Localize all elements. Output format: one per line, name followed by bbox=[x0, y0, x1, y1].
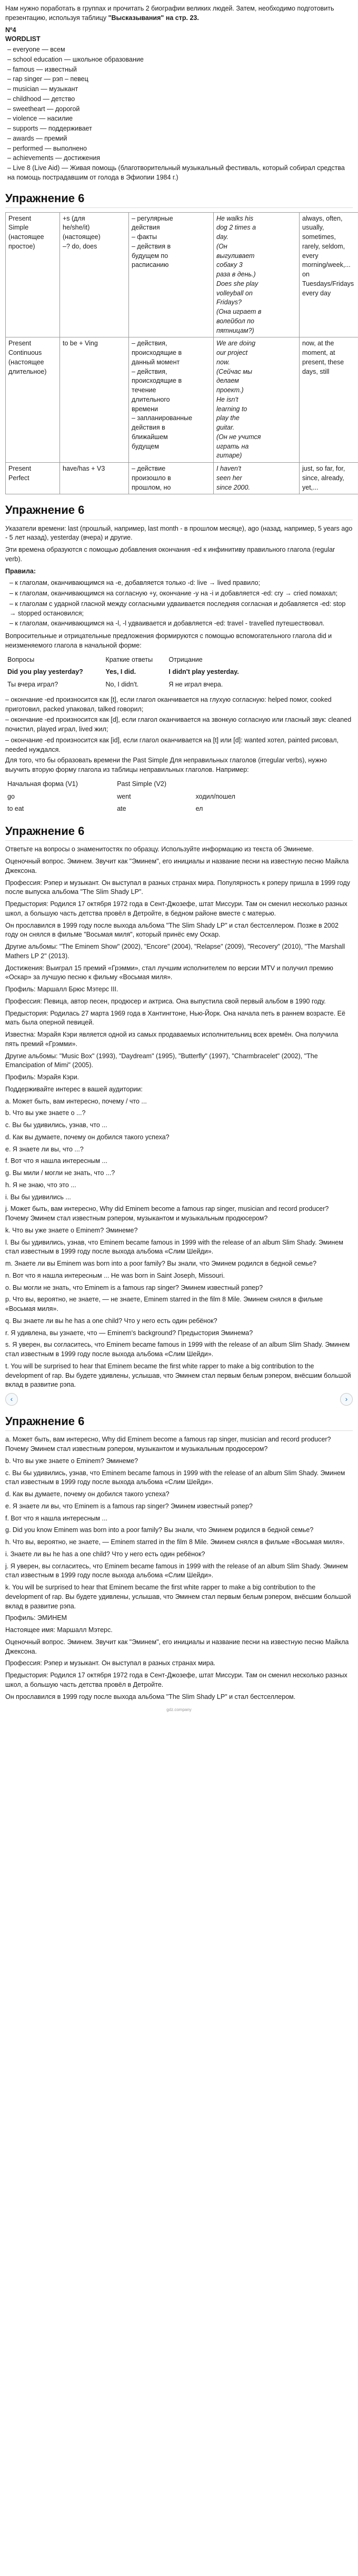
cell-line: day. bbox=[216, 233, 228, 241]
qa-line: Предыстория: Родился 17 октября 1972 года в Сент-Джозефе, штат Миссури. Там он сменил несколько разных школ, а большую часть детства провёл в Детройте. bbox=[5, 1672, 347, 1688]
cell-line: every bbox=[302, 252, 319, 260]
irr-header: Начальная форма (V1) bbox=[7, 780, 78, 788]
irr-cell: ходил/пошел bbox=[195, 792, 235, 800]
tenses-cell bbox=[300, 463, 358, 494]
intro-page-ref: на стр. 23. bbox=[165, 14, 199, 22]
past-simple-section bbox=[5, 524, 353, 816]
cell-line: расписанию bbox=[132, 261, 169, 269]
cell-line: (Она играет в bbox=[216, 308, 262, 316]
cell-line: времени bbox=[132, 405, 158, 413]
qa-line: d. Как вы думаете, почему он добился такого успеха? bbox=[5, 1133, 170, 1141]
qa-line: r. Я удивлена, вы узнаете, что — Eminem's background? Предыстория Эминема? bbox=[5, 1329, 253, 1337]
biography-line: Ответьте на вопросы о знаменитостях по образцу. Используйте информацию из текста об Эминеме. bbox=[5, 846, 314, 853]
q-cell: Ты вчера играл? bbox=[7, 681, 58, 689]
cell-line: volleyball on bbox=[216, 289, 253, 297]
cell-line: Simple bbox=[8, 224, 29, 232]
biography-line: Профессия: Певица, автор песен, продюсер и актриса. Она выпустила свой первый альбом в 1990 году. bbox=[5, 997, 326, 1005]
cell-line: – действия, bbox=[132, 367, 167, 375]
q-cell: No, I didn't. bbox=[105, 681, 139, 689]
qa-line: s. Я уверен, вы согласитесь, что Eminem became famous in 1999 with the release of an album Slim Shady. Эминем стал известным в 1999 году после выхода альбома «Слим Шейди». bbox=[5, 1341, 350, 1358]
exercise-title: Упражнение 6 bbox=[5, 1413, 353, 1431]
formation-rule: Эти времена образуются с помощью добавления окончания -ed к инфинитиву правильного глагола (regular verb). bbox=[5, 546, 335, 563]
wordlist-item: – school education — школьное образование bbox=[7, 55, 144, 63]
cell-line: He walks his bbox=[216, 214, 254, 222]
qa-line: b. Что вы уже знаете о ...? bbox=[5, 1109, 86, 1117]
tenses-table bbox=[5, 212, 358, 495]
qa-line: h. Я не знаю, что это ... bbox=[5, 1181, 76, 1189]
wordlist-title: WORDLIST bbox=[5, 35, 41, 43]
prev-page-button[interactable] bbox=[5, 1393, 18, 1406]
exercise-title: Упражнение 6 bbox=[5, 823, 353, 841]
cell-line: –? do, does bbox=[63, 242, 97, 250]
irr-cell: go bbox=[7, 792, 15, 800]
irr-cell: to eat bbox=[7, 805, 24, 813]
qa-line: o. Вы могли не знать, что Eminem is a famous rap singer? Эминем известный рэпер? bbox=[5, 1284, 263, 1291]
tenses-cell bbox=[214, 463, 300, 494]
qa-line: f. Вот что я нашла интересным ... bbox=[5, 1514, 107, 1522]
chevron-left-icon: ‹ bbox=[10, 1395, 13, 1404]
wordlist-item: – rap singer — рэп – певец bbox=[7, 75, 88, 83]
cell-line: Present bbox=[8, 214, 32, 222]
cell-line: Continuous bbox=[8, 349, 42, 357]
qa-line: Поддерживайте интерес в вашей аудитории: bbox=[5, 1085, 143, 1093]
cell-line: играть на bbox=[216, 442, 249, 450]
exercise-title: Упражнение 6 bbox=[5, 190, 353, 208]
rule-item: – к глаголам, оканчивающимся на -l, -l удваивается и добавляется -ed: travel - travelled путешествовал. bbox=[9, 620, 325, 628]
cell-line: раза в день.) bbox=[216, 271, 256, 279]
biography-line: Достижения: Выиграл 15 премий «Грэмми», стал лучшим исполнителем по версии MTV и получил премию «Оскар» за лучшую песню к фильму «Восьмая миля». bbox=[5, 964, 333, 981]
next-page-button[interactable] bbox=[340, 1393, 353, 1406]
cell-line: происходящие в bbox=[132, 349, 182, 357]
cell-line: morning/week,... bbox=[302, 261, 351, 269]
q-cell: Yes, I did. bbox=[105, 668, 136, 676]
qa-line: h. Что вы, вероятно, не знаете, — Eminem starred in the film 8 Mile. Эминем снялся в фильме «Восьмая миля». bbox=[5, 1538, 345, 1546]
cell-line: длительное) bbox=[8, 367, 47, 375]
cell-line: делаем bbox=[216, 377, 239, 385]
qa-line: m. Знаете ли вы Eminem was born into a poor family? Вы знали, что Эминем родился в бедной семье? bbox=[5, 1260, 317, 1268]
cell-line: действия bbox=[132, 224, 160, 232]
qa-line: f. Вот что я нашла интересным ... bbox=[5, 1157, 107, 1165]
irr-header: Past Simple (V2) bbox=[117, 780, 166, 788]
qa-line: j. Я уверен, вы согласитесь, что Eminem became famous in 1999 with the release of an album Slim Shady. Эминем стал известным в 1999 году после выхода альбома «Слим Шейди». bbox=[5, 1562, 348, 1579]
cell-line: dog 2 times a bbox=[216, 224, 256, 232]
tenses-cell bbox=[300, 337, 358, 463]
intro-table-title: "Высказывания" bbox=[108, 14, 164, 22]
cell-line: moment, at bbox=[302, 349, 335, 357]
intro-text: Нам нужно поработать в группах и прочитать 2 биографии великих людей. Затем, необходимо подготовить презентацию, используя таблицу bbox=[5, 5, 334, 22]
qa-line: k. You will be surprised to hear that Eminem became the first white rapper to make a big contribution to the development of rap. Вы будете удивлены, услышав, что Эминем стал первым белым рэпером, внёсшим большой вклад в развитие рэпа. bbox=[5, 1584, 351, 1610]
qa-line: t. You will be surprised to hear that Eminem became the first white rapper to make a big contribution to the development of rap. Вы будете удивлены, услышав, что Эминем стал первым белым рэпером, внёсшим большой вклад в развитие рэпа. bbox=[5, 1362, 351, 1389]
qa-line: a. Может быть, вам интересно, почему / что ... bbox=[5, 1097, 147, 1105]
cell-line: present, these bbox=[302, 358, 344, 366]
wordlist-item: – musician — музыкант bbox=[7, 85, 78, 93]
pronunciation-item: – окончание -ed произносится как [t], если глагол оканчивается на глухую согласную: helped помог, cooked приготовил, packed упаковал, talked говорил; bbox=[5, 695, 332, 713]
wordlist-item: – sweetheart — дорогой bbox=[7, 105, 80, 113]
question-intro: Вопросительные и отрицательные предложения формируются с помощью вспомогательного глагола did и неизменяемого глагола в начальной форме: bbox=[5, 632, 332, 649]
biography-eminem bbox=[5, 845, 353, 994]
cell-line: проект.) bbox=[216, 386, 244, 394]
cell-line: seen her bbox=[216, 474, 242, 482]
cell-line: (настоящее) bbox=[63, 233, 101, 241]
cell-line: always, often, bbox=[302, 214, 343, 222]
q-header: Краткие ответы bbox=[105, 655, 153, 663]
biography-line: Оценочный вопрос. Эминем. Звучит как "Эминем", его инициалы и название песни на известную песню Майкла Джексона. bbox=[5, 858, 349, 874]
tenses-cell bbox=[60, 463, 129, 494]
biography-line: Предыстория: Родился 17 октября 1972 года в Сент-Джозефе, штат Миссури. Там он сменил несколько разных школ, а большую часть детства провёл в Детройте, в бедном районе вместе с матерью. bbox=[5, 900, 347, 917]
qa-line: Он прославился в 1999 году после выхода альбома "The Slim Shady LP" и стал бестселлером. bbox=[5, 1693, 296, 1700]
tenses-cell bbox=[60, 212, 129, 337]
cell-line: – действие bbox=[132, 465, 166, 473]
q-cell: Я не играл вчера. bbox=[168, 681, 223, 689]
tenses-cell bbox=[214, 212, 300, 337]
tenses-cell bbox=[60, 337, 129, 463]
cell-line: now, at the bbox=[302, 340, 334, 347]
wordlist-item: – achievements — достижения bbox=[7, 154, 101, 162]
cell-line: (Сейчас мы bbox=[216, 367, 253, 375]
cell-line: usually, bbox=[302, 224, 324, 232]
audience-questions bbox=[5, 1085, 353, 1390]
q-cell: Did you play yesterday? bbox=[7, 668, 83, 676]
cell-line: длительного bbox=[132, 395, 170, 403]
cell-line: данный момент bbox=[132, 358, 180, 366]
tenses-cell bbox=[6, 337, 60, 463]
cell-line: now. bbox=[216, 358, 230, 366]
biography-line: Другие альбомы: "Music Box" (1993), "Daydream" (1995), "Butterfly" (1997), "Charmbracelet" (2002), "The Emancipation of Mimi" (2005). bbox=[5, 1052, 318, 1069]
biography-line: Известна: Мэрайя Кэри является одной из самых продаваемых исполнительниц всех времён. Она получила пять премий «Грэмми». bbox=[5, 1031, 339, 1048]
cell-line: He isn't bbox=[216, 395, 238, 403]
cell-line: guitar. bbox=[216, 424, 235, 432]
wordlist-item: – supports — поддерживает bbox=[7, 125, 92, 132]
pronunciation-item: – окончание -ed произносится как [id], если глагол оканчивается на [t] или [d]: wanted хотел, painted рисовал, needed нуждался. bbox=[5, 736, 339, 753]
tenses-cell bbox=[214, 337, 300, 463]
qa-line: g. Вы мили / могли не знать, что ...? bbox=[5, 1169, 115, 1177]
cell-line: – действия, bbox=[132, 340, 167, 347]
cell-line: выгуливает bbox=[216, 252, 255, 260]
tenses-cell bbox=[129, 337, 214, 463]
cell-line: простое) bbox=[8, 242, 35, 250]
qa-line: l. Вы бы удивились, узнав, что Eminem became famous in 1999 with the release of an album Slim Shady. Эминем стал известным в 1999 году после выхода альбома «Слим Шейди». bbox=[5, 1238, 343, 1256]
cell-line: since 2000. bbox=[216, 483, 250, 491]
tenses-cell bbox=[129, 463, 214, 494]
cell-line: to be + Ving bbox=[63, 340, 98, 347]
irregular-table bbox=[5, 778, 258, 815]
pronunciation-item: – окончание -ed произносится как [d], если глагол оканчивается на звонкую согласную или гласный звук: cleaned почистил, played играл, lived жил; bbox=[5, 716, 352, 733]
cell-line: течение bbox=[132, 386, 156, 394]
cell-line: произошло в bbox=[132, 474, 171, 482]
irr-cell: ate bbox=[117, 805, 126, 813]
tenses-row bbox=[6, 337, 358, 463]
cell-line: Fridays? bbox=[216, 299, 242, 306]
rule-item: – к глаголам с ударной гласной между согласными удваивается последняя согласная и добавляется -ed: stop → stopped остановился; bbox=[9, 600, 346, 617]
tenses-cell bbox=[6, 463, 60, 494]
cell-line: действия в bbox=[132, 424, 165, 432]
cell-line: Tuesdays/Fridays bbox=[302, 280, 354, 287]
q-cell: I didn't play yesterday. bbox=[168, 668, 239, 676]
cell-line: будущем bbox=[132, 442, 159, 450]
cell-line: Does she play bbox=[216, 280, 258, 287]
biography-line: Предыстория: Родилась 27 марта 1969 года в Хантингтоне, Нью-Йорк. Она начала петь в раннем возрасте. Её мать была оперной певицей. bbox=[5, 1009, 345, 1027]
cell-line: +s (для bbox=[63, 214, 85, 222]
qa-line: Профиль: ЭМИНЕМ bbox=[5, 1614, 67, 1622]
irregular-intro: Для того, что бы образовать времени the Past Simple Для неправильных глаголов (irregular verbs), нужно выучить вторую форму глагола из таблицы неправильных глаголов. Например: bbox=[5, 757, 327, 774]
cell-line: гитаре) bbox=[216, 452, 242, 460]
cell-line: (настоящее bbox=[8, 358, 44, 366]
cell-line: (Он не учится bbox=[216, 433, 261, 441]
qa-line: d. Как вы думаете, почему он добился такого успеха? bbox=[5, 1490, 170, 1498]
cell-line: прошлом, но bbox=[132, 483, 171, 491]
cell-line: have/has + V3 bbox=[63, 465, 105, 473]
cell-line: he/she/it) bbox=[63, 224, 90, 232]
qa-line: i. Знаете ли вы he has a one child? Что у него есть один ребёнок? bbox=[5, 1550, 205, 1558]
time-markers: Указатели времени: last (прошлый, например, last month - в прошлом месяце), ago (назад, например, 5 years ago - 5 лет назад), yesterday (вчера) и другие. bbox=[5, 524, 353, 542]
question-table bbox=[5, 654, 258, 691]
cell-line: пятницам?) bbox=[216, 326, 254, 334]
cell-line: Present bbox=[8, 465, 32, 473]
answers-list bbox=[5, 1435, 353, 1702]
exercise-title: Упражнение 6 bbox=[5, 502, 353, 520]
wordlist-item: – Live 8 (Live Aid) — Живая помощь (благотворительный музыкальный фестиваль, который собирал средства на помощь пострадавшим от голода в Эфиопии 1984 г.) bbox=[7, 164, 345, 181]
cell-line: our project bbox=[216, 349, 248, 357]
qa-line: q. Вы знаете ли вы he has a one child? Что у него есть один ребёнок? bbox=[5, 1317, 217, 1325]
wordlist-item: – performed — выполнено bbox=[7, 144, 87, 152]
qa-line: k. Что вы уже знаете о Eminem? Эминеме? bbox=[5, 1226, 138, 1234]
qa-line: e. Я знаете ли вы, что ...? bbox=[5, 1145, 84, 1153]
cell-line: собаку 3 bbox=[216, 261, 243, 269]
cell-line: play the bbox=[216, 414, 240, 422]
qa-line: Оценочный вопрос. Эминем. Звучит как "Эминем", его инициалы и название песни на известную песню Майкла Джексона. bbox=[5, 1638, 349, 1655]
qa-line: c. Вы бы удивились, узнав, что ... bbox=[5, 1121, 107, 1129]
chevron-right-icon: › bbox=[345, 1395, 348, 1404]
cell-line: Perfect bbox=[8, 474, 29, 482]
cell-line: – запланированные bbox=[132, 414, 193, 422]
cell-line: We are doing bbox=[216, 340, 256, 347]
cell-line: on bbox=[302, 271, 310, 279]
qa-line: g. Did you know Eminem was born into a poor family? Вы знали, что Эминем родился в бедной семье? bbox=[5, 1526, 314, 1534]
wordlist-item: – famous — известный bbox=[7, 65, 77, 73]
irr-cell: went bbox=[117, 792, 131, 800]
intro-paragraph bbox=[5, 4, 353, 23]
wordlist-item: – everyone — всем bbox=[7, 46, 65, 53]
q-header: Отрицание bbox=[168, 655, 203, 663]
tenses-row bbox=[6, 212, 358, 337]
cell-line: Present bbox=[8, 340, 32, 347]
cell-line: ближайшем bbox=[132, 433, 168, 441]
wordlist-item: – awards — премий bbox=[7, 134, 67, 142]
qa-line: e. Я знаете ли вы, что Eminem is a famous rap singer? Эминем известный рэпер? bbox=[5, 1502, 253, 1510]
cell-line: (настоящее bbox=[8, 233, 44, 241]
biography-line: Профиль: Маршалл Брюс Мэтерс III. bbox=[5, 986, 118, 993]
cell-line: – факты bbox=[132, 233, 157, 241]
rules-title: Правила: bbox=[5, 567, 36, 575]
cell-line: будущем по bbox=[132, 252, 168, 260]
qa-line: Профессия: Рэпер и музыкант. Он выступал в разных странах мира. bbox=[5, 1659, 216, 1667]
qa-line: b. Что вы уже знаете о Eminem? Эминеме? bbox=[5, 1457, 138, 1465]
wordlist-item: – childhood — детство bbox=[7, 95, 75, 103]
tenses-cell bbox=[129, 212, 214, 337]
cell-line: – регулярные bbox=[132, 214, 173, 222]
irr-cell: ел bbox=[195, 805, 203, 813]
cell-line: every day bbox=[302, 289, 331, 297]
rules-list bbox=[5, 579, 353, 629]
cell-line: since, already, bbox=[302, 474, 344, 482]
biography-line: Другие альбомы: "The Eminem Show" (2002), "Encore" (2004), "Relapse" (2009), "Recovery" (2010), "The Marshall Mathers LP 2" (2013). bbox=[5, 943, 345, 960]
rule-item: – к глаголам, оканчивающимся на согласную +y, окончание -y на -i и добавляется -ed: cry → cried помахал; bbox=[9, 590, 338, 598]
pronunciation-list bbox=[5, 695, 353, 755]
qa-line: a. Может быть, вам интересно, Why did Eminem become a famous rap singer, musician and record producer? Почему Эминем стал известным рэпером, музыкантом и музыкальным продюсером? bbox=[5, 1436, 331, 1453]
wordlist-item: – violence — насилие bbox=[7, 115, 73, 123]
task-number: Nº4 bbox=[5, 26, 16, 34]
tenses-row bbox=[6, 463, 358, 494]
pager bbox=[5, 1393, 353, 1406]
cell-line: sometimes, bbox=[302, 233, 336, 241]
tenses-cell bbox=[300, 212, 358, 337]
cell-line: волейбол по bbox=[216, 317, 254, 325]
qa-line: i. Вы бы удивились ... bbox=[5, 1193, 71, 1201]
cell-line: происходящие в bbox=[132, 377, 182, 385]
biography-line: Профессия: Рэпер и музыкант. Он выступал в разных странах мира. Популярность к рэперу пришла в 1999 году после выпуска альбома "The Slim Shady LP". bbox=[5, 879, 351, 896]
biography-line: Профиль: Мэрайя Кэри. bbox=[5, 1073, 79, 1081]
q-header: Вопросы bbox=[7, 655, 35, 663]
rule-item: – к глаголам, оканчивающимся на -e, добавляется только -d: live → lived правило; bbox=[9, 579, 261, 587]
cell-line: – действия в bbox=[132, 242, 171, 250]
biography-mariah bbox=[5, 997, 353, 1082]
footer-watermark: gdz.company bbox=[166, 1707, 192, 1713]
qa-line: c. Вы бы удивились, узнав, что Eminem became famous in 1999 with the release of an album Slim Shady. Эминем стал известным в 1999 году после выхода альбома «Слим Шейди». bbox=[5, 1469, 345, 1486]
cell-line: I haven't bbox=[216, 465, 241, 473]
biography-line: Он прославился в 1999 году после выхода альбома "The Slim Shady LP" и стал бестселлером. Позже в 2002 году он снялся в фильме "Восьмая миля", который принёс ему Оскар. bbox=[5, 921, 339, 939]
wordlist bbox=[7, 45, 353, 183]
qa-line: p. Что вы, вероятно, не знаете, — не знаете, Eminem starred in the film 8 Mile. Эминем снялся в фильме «Восьмая миля». bbox=[5, 1296, 323, 1313]
cell-line: days, still bbox=[302, 367, 330, 375]
qa-line: n. Вот что я нашла интересным ... He was born in Saint Joseph, Missouri. bbox=[5, 1271, 225, 1279]
cell-line: rarely, seldom, bbox=[302, 242, 345, 250]
cell-line: just, so far, for, bbox=[302, 465, 345, 473]
cell-line: learning to bbox=[216, 405, 247, 413]
cell-line: (Он bbox=[216, 242, 227, 250]
tenses-cell bbox=[6, 212, 60, 337]
cell-line: yet,... bbox=[302, 483, 319, 491]
qa-line: Настоящее имя: Маршалл Мэтерс. bbox=[5, 1626, 113, 1634]
qa-line: j. Может быть, вам интересно, Why did Eminem become a famous rap singer, musician and record producer? Почему Эминем стал известным рэпером, музыкантом и музыкальным продюсером? bbox=[5, 1205, 329, 1222]
